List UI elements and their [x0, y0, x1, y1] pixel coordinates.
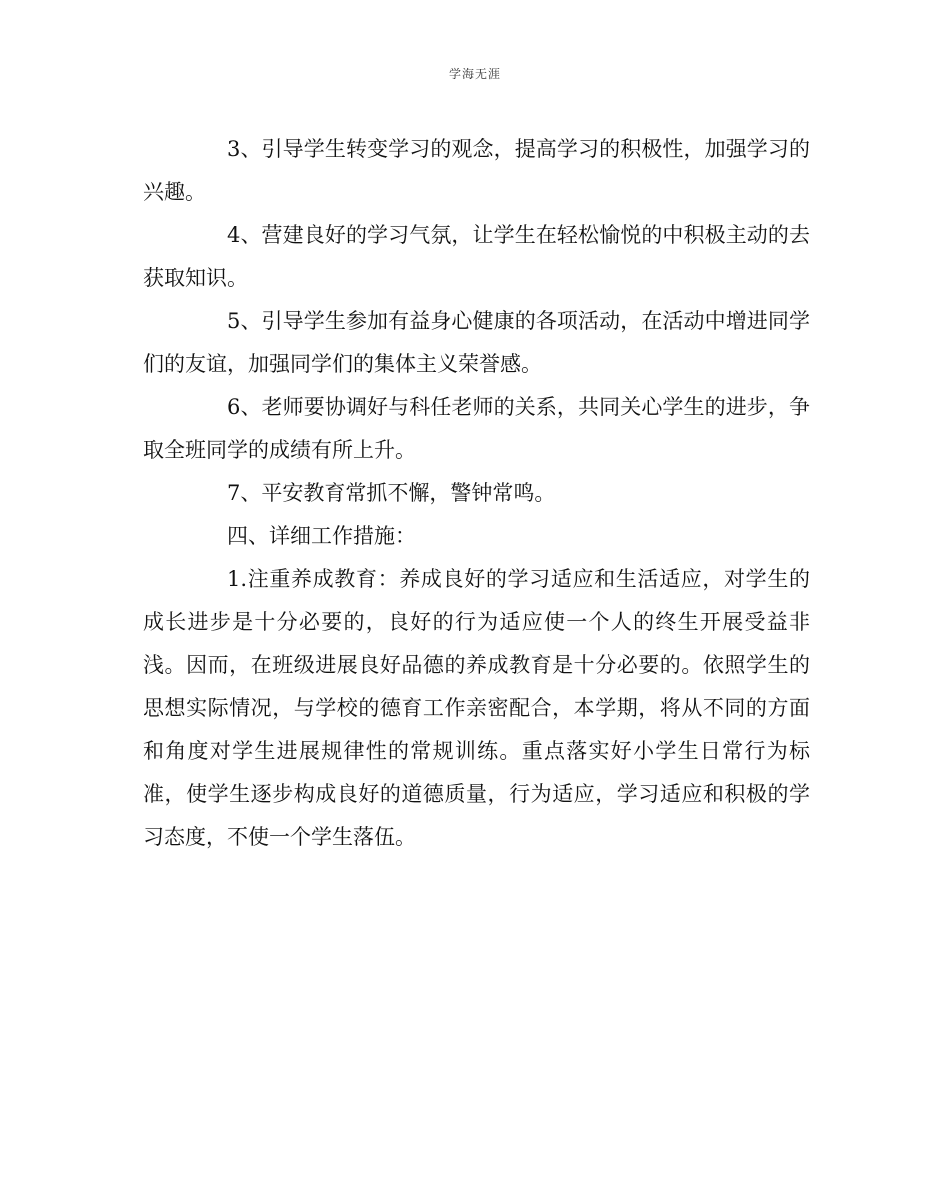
document-body: [143, 128, 810, 859]
paragraph-measure-1: 1.注重养成教育：养成良好的学习适应和生活适应，对学生的成长进步是十分必要的，良好的行为适应使一个人的终生开展受益非浅。因而，在班级进展良好品德的养成教育是十分必要的。依照学生的思想实际情况，与学校的德育工作亲密配合，本学期，将从不同的方面和角度对学生进展规律性的常规训练。重点落实好小学生日常行为标准，使学生逐步构成良好的道德质量，行为适应，学习适应和积极的学习态度，不使一个学生落伍。: [143, 567, 810, 849]
paragraph-item-5: 5、引导学生参加有益身心健康的各项活动，在活动中增进同学们的友谊，加强同学们的集体主义荣誉感。: [143, 309, 810, 376]
paragraph-item-3: 3、引导学生转变学习的观念，提高学习的积极性，加强学习的兴趣。: [143, 137, 810, 204]
paragraph-item-4: 4、营建良好的学习气氛，让学生在轻松愉悦的中积极主动的去获取知识。: [143, 223, 810, 290]
section-heading-measures: 四、详细工作措施：: [227, 524, 416, 548]
paragraph-item-7: 7、平安教育常抓不懈，警钟常鸣。: [227, 481, 556, 505]
page-header: 学海无涯: [448, 67, 501, 81]
paragraph-item-6: 6、老师要协调好与科任老师的关系，共同关心学生的进步，争取全班同学的成绩有所上升。: [143, 395, 810, 462]
